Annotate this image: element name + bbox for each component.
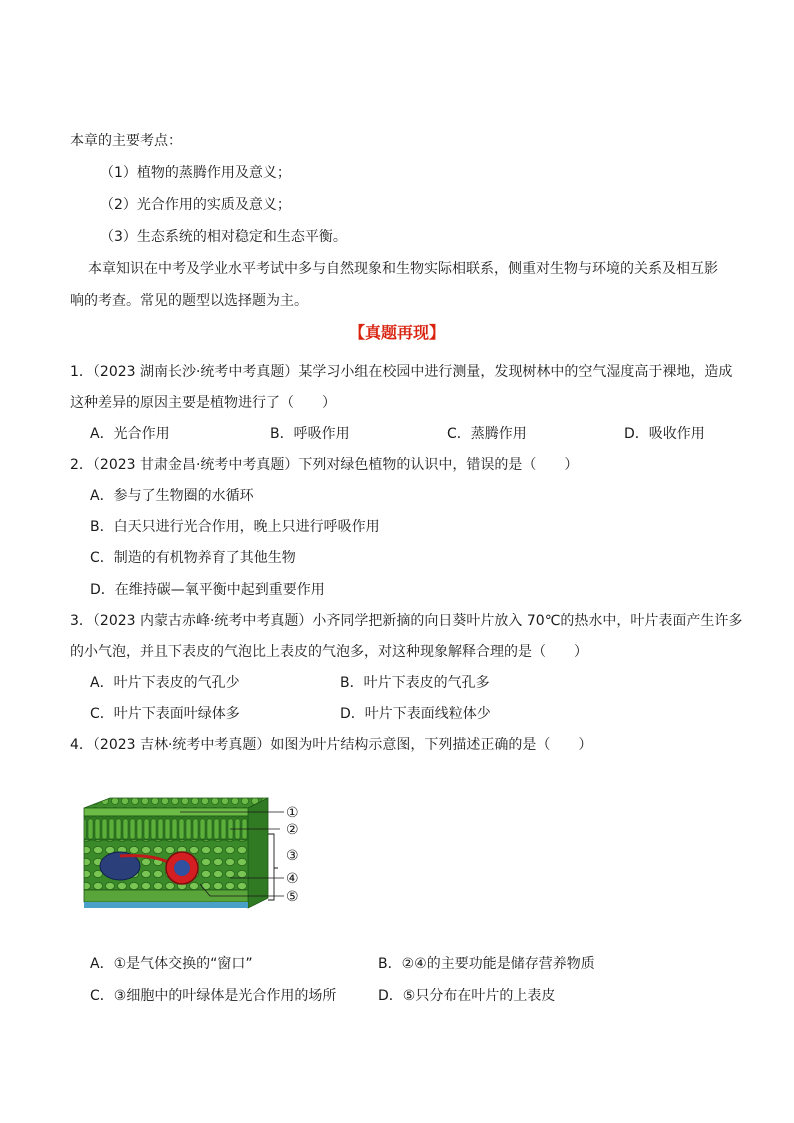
- option-a[interactable]: A．参与了生物圈的水循环: [90, 488, 254, 504]
- intro-paragraph: 本章知识在中考及学业水平考试中多与自然现象和生物实际相联系，侧重对生物与环境的关系及相互影: [88, 261, 718, 277]
- intro-paragraph: 响的考查。常见的题型以选择题为主。: [70, 293, 308, 309]
- leaf-structure-figure: [80, 796, 320, 926]
- label-2: ②: [286, 822, 299, 838]
- label-3: ③: [286, 848, 299, 864]
- option-c[interactable]: C．③细胞中的叶绿体是光合作用的场所: [90, 988, 337, 1004]
- label-4: ④: [286, 871, 299, 887]
- label-5: ⑤: [286, 889, 299, 905]
- question-stem: 的小气泡，并且下表皮的气泡比上表皮的气泡多，对这种现象解释合理的是（ ）: [70, 644, 588, 660]
- intro-point: （1）植物的蒸腾作用及意义；: [100, 165, 291, 181]
- section-title: 【真题再现】: [348, 323, 445, 342]
- option-b[interactable]: B．白天只进行光合作用，晚上只进行呼吸作用: [90, 519, 380, 535]
- option-d[interactable]: D．叶片下表面线粒体少: [340, 706, 491, 722]
- option-c[interactable]: C．蒸腾作用: [447, 426, 527, 442]
- question-stem: 这种差异的原因主要是植物进行了（ ）: [70, 395, 336, 411]
- option-d[interactable]: D．⑤只分布在叶片的上表皮: [378, 988, 556, 1004]
- question-stem: 3．（2023 内蒙古赤峰·统考中考真题）小齐同学把新摘的向日葵叶片放入 70℃的热水中，叶片表面产生许多: [70, 613, 743, 629]
- question-stem: 1．（2023 湖南长沙·统考中考真题）某学习小组在校园中进行测量，发现树林中的空气湿度高于裸地，造成: [70, 364, 733, 380]
- option-b[interactable]: B．叶片下表皮的气孔多: [340, 675, 490, 691]
- option-c[interactable]: C．制造的有机物养育了其他生物: [90, 550, 296, 566]
- question-stem: 4．（2023 吉林·统考中考真题）如图为叶片结构示意图，下列描述正确的是（ ）: [70, 737, 593, 753]
- option-c[interactable]: C．叶片下表面叶绿体多: [90, 706, 240, 722]
- option-a[interactable]: A．光合作用: [90, 426, 170, 442]
- leaf-cross-section-diagram: [80, 796, 320, 926]
- intro-heading: 本章的主要考点：: [70, 133, 182, 149]
- option-a[interactable]: A．叶片下表皮的气孔少: [90, 675, 240, 691]
- option-a[interactable]: A．①是气体交换的“窗口”: [90, 956, 253, 972]
- question-stem: 2．（2023 甘肃金昌·统考中考真题）下列对绿色植物的认识中，错误的是（ ）: [70, 457, 579, 473]
- option-b[interactable]: B．②④的主要功能是储存营养物质: [378, 956, 595, 972]
- intro-point: （2）光合作用的实质及意义；: [100, 197, 291, 213]
- option-b[interactable]: B．呼吸作用: [270, 426, 350, 442]
- option-d[interactable]: D．吸收作用: [624, 426, 705, 442]
- intro-point: （3）生态系统的相对稳定和生态平衡。: [100, 229, 347, 245]
- option-d[interactable]: D．在维持碳—氧平衡中起到重要作用: [90, 582, 325, 598]
- label-1: ①: [286, 805, 299, 821]
